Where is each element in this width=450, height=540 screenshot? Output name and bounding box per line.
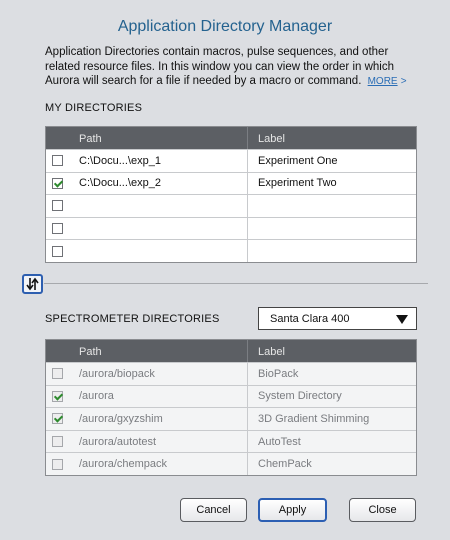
row-checkbox[interactable]	[52, 223, 63, 234]
row-path	[68, 218, 248, 240]
row-checkbox[interactable]	[52, 413, 63, 424]
table-header	[46, 127, 416, 149]
row-label	[248, 240, 416, 262]
row-path	[68, 195, 248, 217]
header-label: Label	[258, 346, 285, 358]
swap-arrows-glyph	[26, 277, 39, 291]
row-check-cell	[46, 408, 68, 430]
row-path: C:\Docu...\exp_1	[68, 150, 248, 172]
row-label: Experiment Two	[258, 177, 337, 190]
row-label: AutoTest	[258, 435, 301, 448]
row-path: C:\Docu...\exp_2	[68, 173, 248, 195]
row-check-cell	[46, 453, 68, 475]
row-checkbox[interactable]	[52, 391, 63, 402]
header-check-column	[46, 340, 68, 362]
row-checkbox[interactable]	[52, 459, 63, 470]
close-button[interactable]: Close	[349, 498, 416, 522]
section-divider	[44, 283, 428, 284]
table-row[interactable]	[46, 149, 416, 172]
row-path: /aurora/autotest	[68, 431, 248, 453]
intro-body: Application Directories contain macros, pulse sequences, and other related resource files. In this window you can view the order in which Aurora will search for a file if needed by a macro or command.	[45, 46, 395, 87]
row-check-cell	[46, 240, 68, 262]
row-check-cell	[46, 363, 68, 385]
table-row[interactable]	[46, 172, 416, 195]
row-checkbox[interactable]	[52, 178, 63, 189]
row-label: ChemPack	[258, 458, 312, 471]
row-check-cell	[46, 150, 68, 172]
header-label: Label	[258, 133, 285, 145]
row-path: /aurora/chempack	[68, 453, 248, 475]
row-path: /aurora/gxyzshim	[68, 408, 248, 430]
row-path: /aurora/biopack	[68, 363, 248, 385]
my-directories-label: MY DIRECTORIES	[45, 102, 143, 114]
header-path: Path	[68, 340, 248, 362]
my-directories-table	[45, 126, 417, 263]
spectrometer-directories-label: SPECTROMETER DIRECTORIES	[45, 313, 220, 325]
spectrometer-directories-table	[45, 339, 417, 476]
row-check-cell	[46, 173, 68, 195]
apply-button[interactable]: Apply	[258, 498, 327, 522]
table-row[interactable]	[46, 362, 416, 385]
swap-arrows-icon[interactable]	[22, 274, 43, 294]
row-check-cell	[46, 386, 68, 408]
row-label: BioPack	[258, 367, 299, 380]
row-label: Experiment One	[258, 154, 338, 167]
window-title: Application Directory Manager	[117, 18, 333, 35]
cancel-button[interactable]: Cancel	[180, 498, 247, 522]
row-label: 3D Gradient Shimming	[258, 412, 370, 425]
row-check-cell	[46, 218, 68, 240]
row-path	[68, 240, 248, 262]
table-row[interactable]	[46, 407, 416, 430]
row-check-cell	[46, 195, 68, 217]
table-row[interactable]	[46, 385, 416, 408]
spectrometer-select[interactable]	[258, 307, 417, 330]
intro-text	[45, 45, 415, 90]
row-check-cell	[46, 431, 68, 453]
more-arrow-icon[interactable]: >	[400, 76, 407, 87]
table-row[interactable]	[46, 430, 416, 453]
table-row[interactable]	[46, 239, 416, 262]
header-path: Path	[68, 127, 248, 149]
row-checkbox[interactable]	[52, 246, 63, 257]
table-row[interactable]	[46, 217, 416, 240]
row-checkbox[interactable]	[52, 436, 63, 447]
table-header	[46, 340, 416, 362]
row-checkbox[interactable]	[52, 200, 63, 211]
dropdown-arrow-icon	[396, 315, 408, 324]
row-label	[248, 195, 416, 217]
row-path: /aurora	[68, 386, 248, 408]
table-row[interactable]	[46, 452, 416, 475]
header-check-column	[46, 127, 68, 149]
row-label: System Directory	[258, 390, 342, 403]
spectrometer-select-value: Santa Clara 400	[270, 312, 350, 325]
row-checkbox[interactable]	[52, 155, 63, 166]
row-checkbox[interactable]	[52, 368, 63, 379]
row-label	[248, 218, 416, 240]
table-row[interactable]	[46, 194, 416, 217]
more-link[interactable]: MORE	[367, 76, 398, 87]
